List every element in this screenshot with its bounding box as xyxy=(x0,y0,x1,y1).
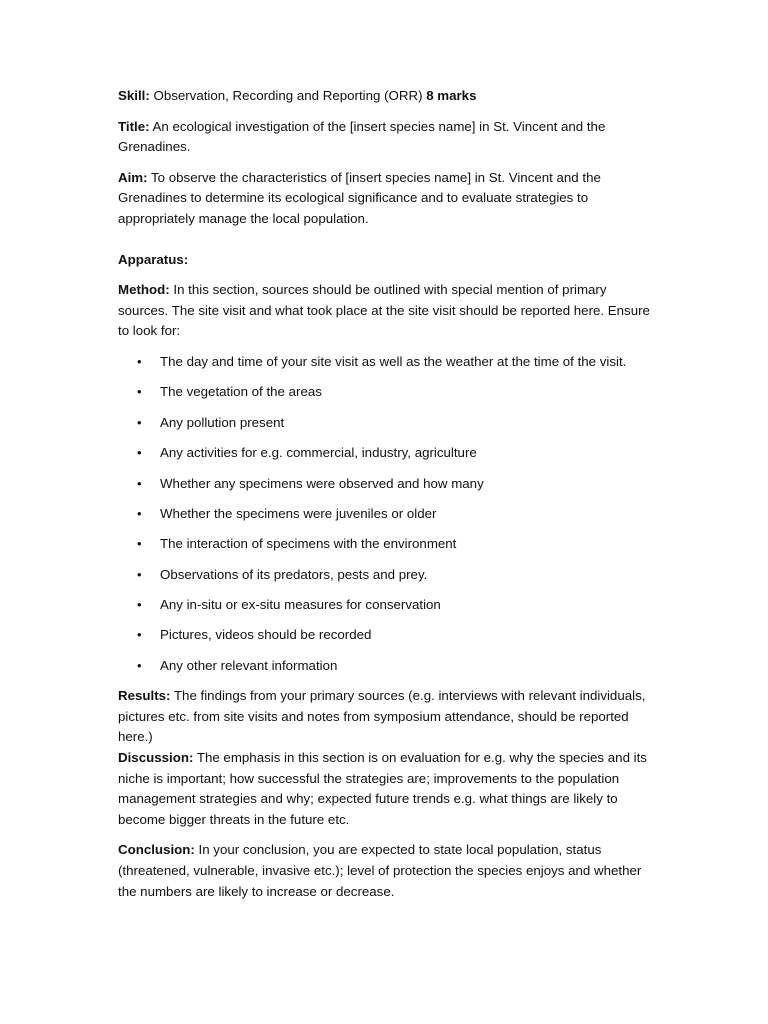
discussion-paragraph xyxy=(118,748,654,830)
list-item xyxy=(118,534,654,555)
bullet-icon: • xyxy=(137,505,142,521)
list-item-text: The vegetation of the areas xyxy=(160,384,322,400)
conclusion-label: Conclusion: xyxy=(118,842,195,858)
title-label: Title: xyxy=(118,118,150,134)
results-label: Results: xyxy=(118,688,171,704)
apparatus-paragraph xyxy=(118,250,654,271)
list-item-text: Pictures, videos should be recorded xyxy=(160,627,372,643)
bullet-icon: • xyxy=(137,384,142,400)
method-paragraph xyxy=(118,280,654,342)
bullet-icon: • xyxy=(137,475,142,491)
list-item-text: Any pollution present xyxy=(160,414,285,430)
conclusion-paragraph xyxy=(118,840,654,902)
bullet-icon: • xyxy=(137,657,142,673)
list-item xyxy=(118,474,654,495)
list-item-text: Any activities for e.g. commercial, industry, agriculture xyxy=(160,445,477,461)
bullet-icon: • xyxy=(137,353,142,369)
list-item xyxy=(118,352,654,373)
bullet-icon: • xyxy=(137,566,142,582)
list-item-text: Whether the specimens were juveniles or older xyxy=(160,505,437,521)
skill-text: Observation, Recording and Reporting (ORR) xyxy=(149,88,427,103)
list-item-text: The interaction of specimens with the environment xyxy=(160,536,457,552)
skill-label: Skill: xyxy=(118,88,150,103)
title-text: An ecological investigation of the [insert species name] in St. Vincent and the Grenadines. xyxy=(118,118,606,155)
results-text: The findings from your primary sources (e.g. interviews with relevant individuals, pictures etc. from site visits and notes from symposium attendance, should be reported here.) xyxy=(118,688,646,745)
conclusion-text: In your conclusion, you are expected to state local population, status (threatened, vulnerable, invasive etc.); level of protection the species enjoys and whether the numbers are likely to increase or decrease. xyxy=(118,842,642,899)
method-label: Method: xyxy=(118,282,170,298)
document-page xyxy=(118,86,654,912)
list-item xyxy=(118,504,654,525)
bullet-icon: • xyxy=(137,597,142,613)
list-item xyxy=(118,625,654,646)
bullet-icon: • xyxy=(137,627,142,643)
list-item-text: Any in-situ or ex-situ measures for conservation xyxy=(160,597,441,613)
title-paragraph xyxy=(118,117,654,158)
results-paragraph xyxy=(118,686,654,748)
list-item xyxy=(118,565,654,586)
aim-paragraph xyxy=(118,168,654,230)
method-bullet-list xyxy=(118,352,654,677)
list-item xyxy=(118,413,654,434)
apparatus-label: Apparatus: xyxy=(118,251,189,267)
aim-text: To observe the characteristics of [insert species name] in St. Vincent and the Grenadines to determine its ecological significance and to evaluate strategies to appropriately manage the local population. xyxy=(118,169,601,226)
list-item-text: Any other relevant information xyxy=(160,657,338,673)
list-item xyxy=(118,656,654,677)
bullet-icon: • xyxy=(137,414,142,430)
list-item-text: Observations of its predators, pests and prey. xyxy=(160,566,428,582)
list-item xyxy=(118,443,654,464)
skill-marks: 8 marks xyxy=(426,88,477,103)
list-item-text: The day and time of your site visit as well as the weather at the time of the visit. xyxy=(160,353,627,369)
list-item xyxy=(118,595,654,616)
discussion-label: Discussion: xyxy=(118,750,194,766)
list-item-text: Whether any specimens were observed and how many xyxy=(160,475,484,491)
bullet-icon: • xyxy=(137,445,142,461)
discussion-text: The emphasis in this section is on evaluation for e.g. why the species and its niche is important; how successful the strategies are; improvements to the population management strategies and why; expected future trends e.g. what things are likely to become bigger threats in the future etc. xyxy=(118,750,647,827)
bullet-icon: • xyxy=(137,536,142,552)
aim-label: Aim: xyxy=(118,169,148,185)
method-text: In this section, sources should be outlined with special mention of primary sources. The site visit and what took place at the site visit should be reported here. Ensure to look for: xyxy=(118,282,650,339)
skill-paragraph xyxy=(118,86,654,107)
list-item xyxy=(118,382,654,403)
